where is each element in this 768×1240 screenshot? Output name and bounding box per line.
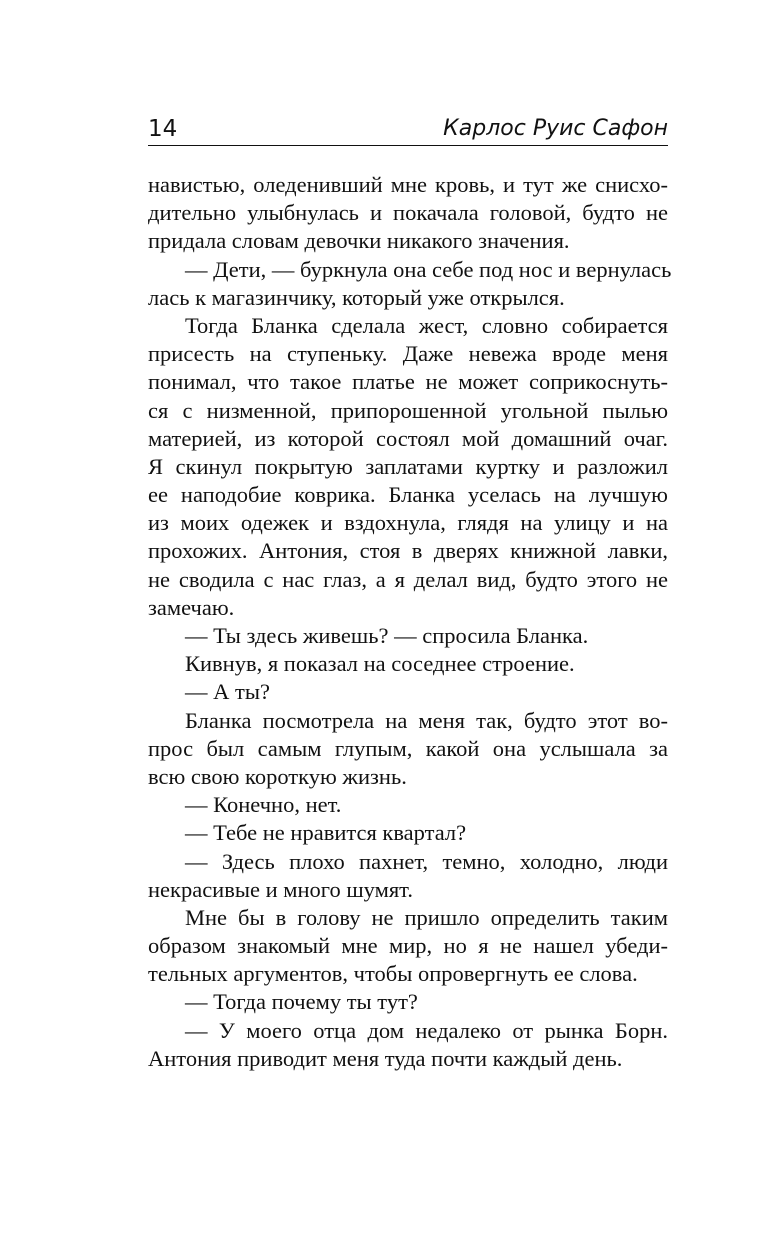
running-header xyxy=(148,110,668,144)
text-line: — Здесь плохо пахнет, темно, холодно, люди xyxy=(185,848,668,874)
body-text xyxy=(148,171,672,1073)
text-line: ся с низменной, припорошенной угольной пылью xyxy=(148,397,668,423)
text-line: прос был самым глупым, какой она услышала за xyxy=(148,735,668,761)
text-line: придала словам девочки никакого значения. xyxy=(148,228,570,254)
text-line: Мне бы в голову не пришло определить таким xyxy=(185,904,668,930)
text-line: присесть на ступеньку. Даже невежа вроде меня xyxy=(148,341,668,367)
text-line: Кивнув, я показал на соседнее строение. xyxy=(185,651,575,677)
text-line: некрасивые и много шумят. xyxy=(148,876,413,902)
text-line: Бланка посмотрела на меня так, будто этот во- xyxy=(185,707,668,733)
text-line: — Тогда почему ты тут? xyxy=(185,989,418,1015)
text-line: — Конечно, нет. xyxy=(185,792,342,818)
text-line: — А ты? xyxy=(185,679,270,705)
text-line: Антония приводит меня туда почти каждый день. xyxy=(148,1045,623,1071)
text-line: ее наподобие коврика. Бланка уселась на лучшую xyxy=(148,482,668,508)
text-line: Тогда Бланка сделала жест, словно собирается xyxy=(185,312,668,338)
text-line: — У моего отца дом недалеко от рынка Борн. xyxy=(185,1017,668,1043)
text-line: не сводила с нас глаз, а я делал вид, будто этого не xyxy=(148,566,668,592)
text-line: навистью, оледенивший мне кровь, и тут же снисхо- xyxy=(148,172,668,197)
page-number: 14 xyxy=(148,116,178,142)
text-line: замечаю. xyxy=(148,594,235,620)
text-line: Я скинул покрытую заплатами куртку и разложил xyxy=(148,453,668,479)
text-line: всю свою короткую жизнь. xyxy=(148,763,407,789)
text-line: дительно улыбнулась и покачала головой, будто не xyxy=(148,200,668,226)
text-line: образом знакомый мне мир, но я не нашел убеди- xyxy=(148,933,668,959)
text-line: понимал, что такое платье не может соприкоснуть- xyxy=(148,369,668,395)
text-line: тельных аргументов, чтобы опровергнуть ее слова. xyxy=(148,961,638,987)
author-name: Карлос Руис Сафон xyxy=(443,116,668,141)
text-line: материей, из которой состоял мой домашний очаг. xyxy=(148,425,668,451)
text-line: лась к магазинчику, который уже открылся. xyxy=(148,284,565,310)
header-divider xyxy=(148,145,668,146)
text-line: — Ты здесь живешь? — спросила Бланка. xyxy=(185,623,589,648)
text-line: из моих одежек и вздохнула, глядя на улицу и на xyxy=(148,510,668,536)
text-line: — Дети, — буркнула она себе под нос и вернулась xyxy=(185,256,672,282)
text-line: прохожих. Антония, стоя в дверях книжной лавки, xyxy=(148,538,668,564)
text-line: — Тебе не нравится квартал? xyxy=(185,820,467,846)
